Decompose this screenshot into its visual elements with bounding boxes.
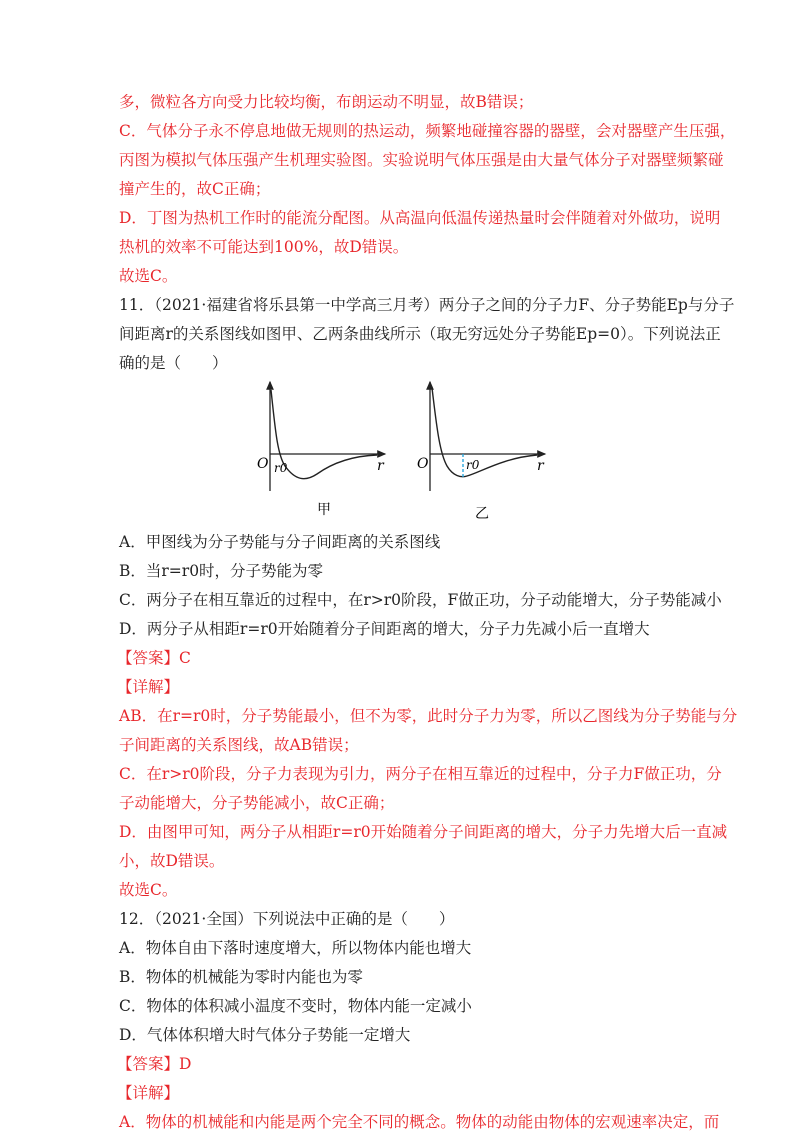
question-stem: 11．（2021·福建省将乐县第一中学高三月考）两分子之间的分子力F、分子势能Ep与分子 [119, 296, 735, 314]
detail-line: C．在r>r0阶段，分子力表现为引力，两分子在相互靠近的过程中，分子力F做正功，分 [119, 765, 722, 783]
text-line: 热机的效率不可能达到100%，故D错误。 [119, 238, 409, 256]
potential-curve [432, 388, 537, 477]
detail-line: AB．在r=r0时，分子势能最小，但不为零，此时分子力为零，所以乙图线为分子势能与分 [119, 707, 738, 725]
detail-line: 子间距离的关系图线，故AB错误； [119, 736, 359, 754]
option-d: D．气体体积增大时气体分子势能一定增大 [119, 1026, 411, 1044]
option-a: A．甲图线为分子势能与分子间距离的关系图线 [119, 533, 441, 551]
answer-label: 【答案】D [117, 1055, 192, 1073]
graph-jia [257, 382, 385, 518]
detail-line: A．物体的机械能和内能是两个完全不同的概念。物体的动能由物体的宏观速率决定，而 [119, 1113, 720, 1131]
detail-line: 故选C。 [119, 881, 178, 899]
exam-page [117, 92, 738, 1133]
question-11 [117, 295, 738, 901]
figure-caption: 甲 [317, 502, 331, 518]
detail-label: 【详解】 [117, 678, 180, 696]
r0-label: r0 [466, 458, 480, 472]
question-stem: 确的是（ ） [119, 354, 228, 372]
previous-explanation [119, 92, 736, 287]
graph-yi [417, 382, 545, 522]
detail-line: D．由图甲可知，两分子从相距r=r0开始随着分子间距离的增大，分子力先增大后一直减 [119, 823, 728, 841]
option-a: A．物体自由下落时速度增大，所以物体内能也增大 [119, 939, 472, 957]
question-stem: 间距离r的关系图线如图甲、乙两条曲线所示（取无穷远处分子势能Ep=0）。下列说法正 [119, 325, 721, 343]
question-stem: 12．（2021·全国）下列说法中正确的是（ ） [119, 910, 455, 928]
origin-label: O [417, 456, 429, 472]
detail-line: 子动能增大，分子势能减小，故C正确； [119, 794, 395, 812]
axis-label: r [377, 458, 384, 474]
axis-label: r [537, 458, 544, 474]
question-12 [117, 909, 720, 1133]
detail-label: 【详解】 [117, 1084, 180, 1102]
curves-svg [119, 376, 559, 526]
text-line: 撞产生的，故C正确； [119, 180, 271, 198]
option-c: C．物体的体积减小温度不变时，物体内能一定减小 [119, 997, 472, 1015]
answer-label: 【答案】C [117, 649, 191, 667]
option-b: B．当r=r0时，分子势能为零 [119, 562, 324, 580]
text-line: 丙图为模拟气体压强产生机理实验图。实验说明气体压强是由大量气体分子对器壁频繁碰 [119, 151, 724, 169]
text-line: C．气体分子永不停息地做无规则的热运动，频繁地碰撞容器的器壁，会对器壁产生压强， [119, 122, 736, 140]
detail-line: 小，故D错误。 [119, 852, 225, 870]
text-line: D．丁图为热机工作时的能流分配图。从高温向低温传递热量时会伴随着对外做功，说明 [119, 209, 721, 227]
text-line: 多，微粒各方向受力比较均衡，布朗运动不明显，故B错误； [119, 93, 534, 111]
figure-caption: 乙 [475, 506, 489, 522]
option-b: B．物体的机械能为零时内能也为零 [119, 968, 363, 986]
r0-label: r0 [274, 461, 288, 475]
option-c: C．两分子在相互靠近的过程中，在r>r0阶段，F做正功，分子动能增大，分子势能减小 [119, 591, 722, 609]
text-line: 故选C。 [119, 267, 178, 285]
origin-label: O [257, 456, 269, 472]
force-potential-figure [119, 376, 689, 526]
option-d: D．两分子从相距r=r0开始随着分子间距离的增大，分子力先减小后一直增大 [119, 620, 650, 638]
